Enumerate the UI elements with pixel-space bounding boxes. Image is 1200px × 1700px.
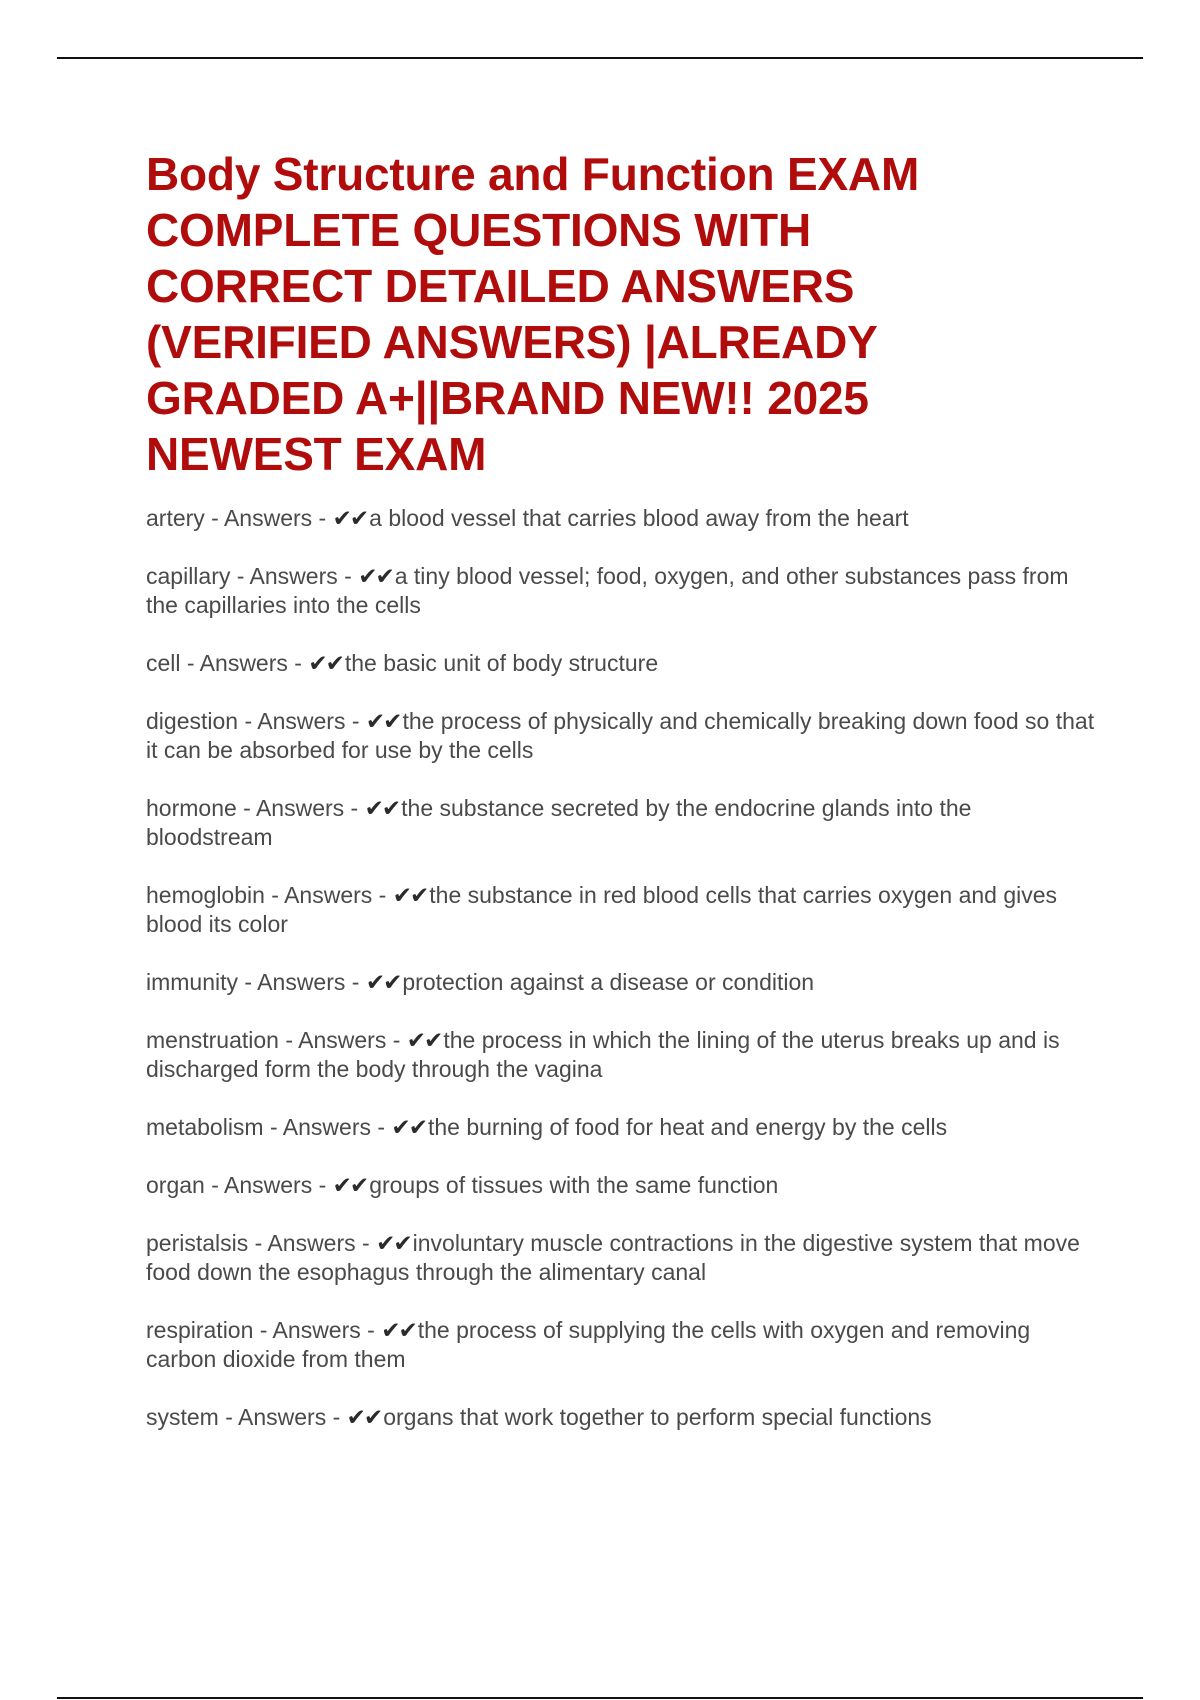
separator: - Answers - [230,563,359,589]
qa-entry-hemoglobin [146,881,1096,939]
qa-entry-organ [146,1171,1096,1200]
check-mark-icon: ✔✔ [365,708,401,734]
term: respiration [146,1317,254,1343]
title-line: CORRECT DETAILED ANSWERS [146,260,855,312]
separator: - Answers - [238,708,366,734]
top-rule [57,57,1143,59]
qa-entry-menstruation [146,1026,1096,1084]
title-line: NEWEST EXAM [146,428,487,480]
separator: - Answers - [253,1317,382,1343]
page-content [146,146,1096,1461]
term: organ [146,1172,205,1198]
check-mark-icon: ✔✔ [358,563,393,589]
term: metabolism [146,1114,264,1140]
document-title [146,146,1096,482]
check-mark-icon: ✔✔ [392,882,428,908]
bottom-rule [57,1697,1143,1699]
answer: organs that work together to perform special functions [383,1404,932,1430]
answer: the process in which the lining of the uterus breaks up and is discharged form the body through the vagina [146,1027,1060,1082]
answer: the substance secreted by the endocrine glands into the bloodstream [146,795,972,850]
separator: - Answers - [218,1404,347,1430]
term: system [146,1404,219,1430]
qa-entry-hormone [146,794,1096,852]
term: cell [146,650,181,676]
check-mark-icon: ✔✔ [376,1230,411,1256]
term: artery [146,505,205,531]
title-line: Body Structure and Function EXAM [146,148,920,200]
separator: - Answers - [238,969,366,995]
term: menstruation [146,1027,279,1053]
answer: groups of tissues with the same function [369,1172,779,1198]
check-mark-icon: ✔✔ [391,1114,426,1140]
term: immunity [146,969,239,995]
check-mark-icon: ✔✔ [346,1404,382,1430]
separator: - Answers - [204,505,333,531]
term: hemoglobin [146,882,265,908]
term: hormone [146,795,237,821]
qa-entry-immunity [146,968,1096,997]
answer: the process of physically and chemically breaking down food so that it can be absorbed for use by the cells [146,708,1095,763]
qa-entry-artery [146,504,1096,533]
check-mark-icon: ✔✔ [308,650,343,676]
check-mark-icon: ✔✔ [332,505,368,531]
separator: - Answers - [248,1230,377,1256]
term: capillary [146,563,231,589]
answer: a blood vessel that carries blood away from the heart [369,505,909,531]
qa-entry-capillary [146,562,1096,620]
answer: the process of supplying the cells with oxygen and removing carbon dioxide from them [146,1317,1031,1372]
check-mark-icon: ✔✔ [381,1317,416,1343]
answer: a tiny blood vessel; food, oxygen, and other substances pass from the capillaries into the cells [146,563,1069,618]
separator: - Answers - [264,882,393,908]
separator: - Answers - [278,1027,407,1053]
check-mark-icon: ✔✔ [406,1027,442,1053]
check-mark-icon: ✔✔ [364,795,400,821]
answer: involuntary muscle contractions in the digestive system that move food down the esophagus through the alimentary canal [146,1230,1080,1285]
check-mark-icon: ✔✔ [365,969,401,995]
title-line: (VERIFIED ANSWERS) |ALREADY [146,316,878,368]
term: digestion [146,708,239,734]
term: peristalsis [146,1230,249,1256]
separator: - Answers - [236,795,365,821]
qa-entry-metabolism [146,1113,1096,1142]
qa-entry-digestion [146,707,1096,765]
answer: the basic unit of body structure [344,650,659,676]
separator: - Answers - [263,1114,392,1140]
title-line: COMPLETE QUESTIONS WITH [146,204,811,256]
qa-entry-cell [146,649,1096,678]
qa-list [146,504,1096,1432]
qa-entry-system [146,1403,1096,1432]
qa-entry-respiration [146,1316,1096,1374]
check-mark-icon: ✔✔ [332,1172,368,1198]
answer: the burning of food for heat and energy by the cells [427,1114,948,1140]
answer: protection against a disease or condition [402,969,815,995]
title-line: GRADED A+||BRAND NEW!! 2025 [146,372,869,424]
answer: the substance in red blood cells that carries oxygen and gives blood its color [146,882,1058,937]
qa-entry-peristalsis [146,1229,1096,1287]
separator: - Answers - [204,1172,333,1198]
separator: - Answers - [180,650,309,676]
